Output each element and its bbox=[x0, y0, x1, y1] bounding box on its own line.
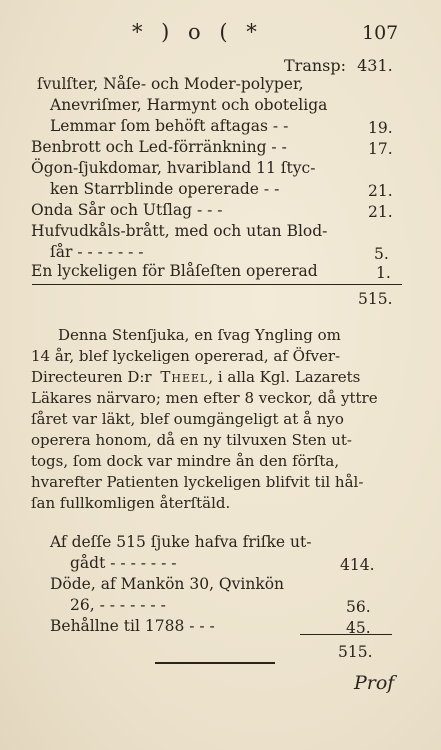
entry-value: 21. bbox=[368, 203, 393, 221]
closing-rule bbox=[155, 662, 275, 664]
summary-rule bbox=[300, 634, 392, 635]
entry-text: Benbrott och Led-förränkning - - bbox=[31, 138, 287, 156]
entry-value: 17. bbox=[368, 140, 393, 158]
entry-value: 5. bbox=[374, 245, 389, 263]
page-number: 107 bbox=[362, 22, 399, 44]
entry-text: Lemmar ſom behöft aftagas - - bbox=[50, 117, 289, 135]
paragraph-fragment: Directeuren D:r bbox=[31, 368, 152, 386]
summary-text: gådt - - - - - - - bbox=[70, 554, 177, 572]
divider-rule bbox=[32, 284, 402, 285]
surname-smallcaps: Theel bbox=[160, 368, 209, 386]
paragraph-line: 14 år, blef lyckeligen opererad, af Öfver- bbox=[31, 347, 341, 365]
entry-value: 21. bbox=[368, 182, 393, 200]
entry-text: ſår - - - - - - - bbox=[50, 243, 144, 261]
summary-value: 56. bbox=[346, 598, 371, 616]
paragraph-line: hvarefter Patienten lyckeligen blifvit til hål- bbox=[31, 473, 364, 491]
total-value: 515. bbox=[338, 643, 373, 661]
paragraph-line: ſåret var läkt, blef oumgängeligt at å nyo bbox=[31, 410, 344, 428]
paragraph-line: Denna Stenſjuka, en ſvag Yngling om bbox=[58, 326, 341, 344]
entry-text: ken Starrblinde opererade - - bbox=[50, 180, 280, 198]
paragraph-line bbox=[31, 368, 360, 386]
summary-value: 414. bbox=[340, 556, 375, 574]
paragraph-line: togs, ſom dock var mindre ån den förſta, bbox=[31, 452, 340, 470]
transport-line bbox=[284, 56, 393, 75]
summary-value: 45. bbox=[346, 619, 371, 637]
total-value: 515. bbox=[358, 290, 393, 308]
transport-label: Transp: bbox=[284, 56, 347, 75]
entry-value: 1. bbox=[376, 264, 391, 282]
entry-text: Anevriſmer, Harmynt och oboteliga bbox=[50, 96, 328, 114]
entry-text: ſvulſter, Nåſe- och Moder-polyper, bbox=[37, 75, 304, 93]
entry-text: En lyckeligen för Blåſeſten opererad bbox=[31, 262, 318, 280]
transport-value: 431. bbox=[357, 56, 393, 75]
summary-text: Behållne til 1788 - - - bbox=[50, 617, 215, 635]
entry-text: Hufvudkåls-brått, med och utan Blod- bbox=[31, 222, 328, 240]
paragraph-line: ſan fullkomligen återſtäld. bbox=[31, 494, 231, 512]
entry-text: Onda Sår och Utſlag - - - bbox=[31, 201, 223, 219]
summary-text: 26, - - - - - - - bbox=[70, 596, 166, 614]
entry-text: Ögon-ſjukdomar, hvaribland 11 ſtyc- bbox=[31, 159, 316, 177]
paragraph-line: operera honom, då en ny tilvuxen Sten ut- bbox=[31, 431, 352, 449]
entry-value: 19. bbox=[368, 119, 393, 137]
header-ornament: * ) o ( * bbox=[132, 20, 263, 44]
catchword: Prof bbox=[354, 672, 395, 694]
paragraph-line: Läkares närvaro; men efter 8 veckor, då yttre bbox=[31, 389, 378, 407]
summary-text: Af deſſe 515 ſjuke hafva friſke ut- bbox=[50, 533, 312, 551]
summary-text: Döde, af Mankön 30, Qvinkön bbox=[50, 575, 285, 593]
paragraph-fragment: , i alla Kgl. Lazarets bbox=[208, 368, 361, 386]
